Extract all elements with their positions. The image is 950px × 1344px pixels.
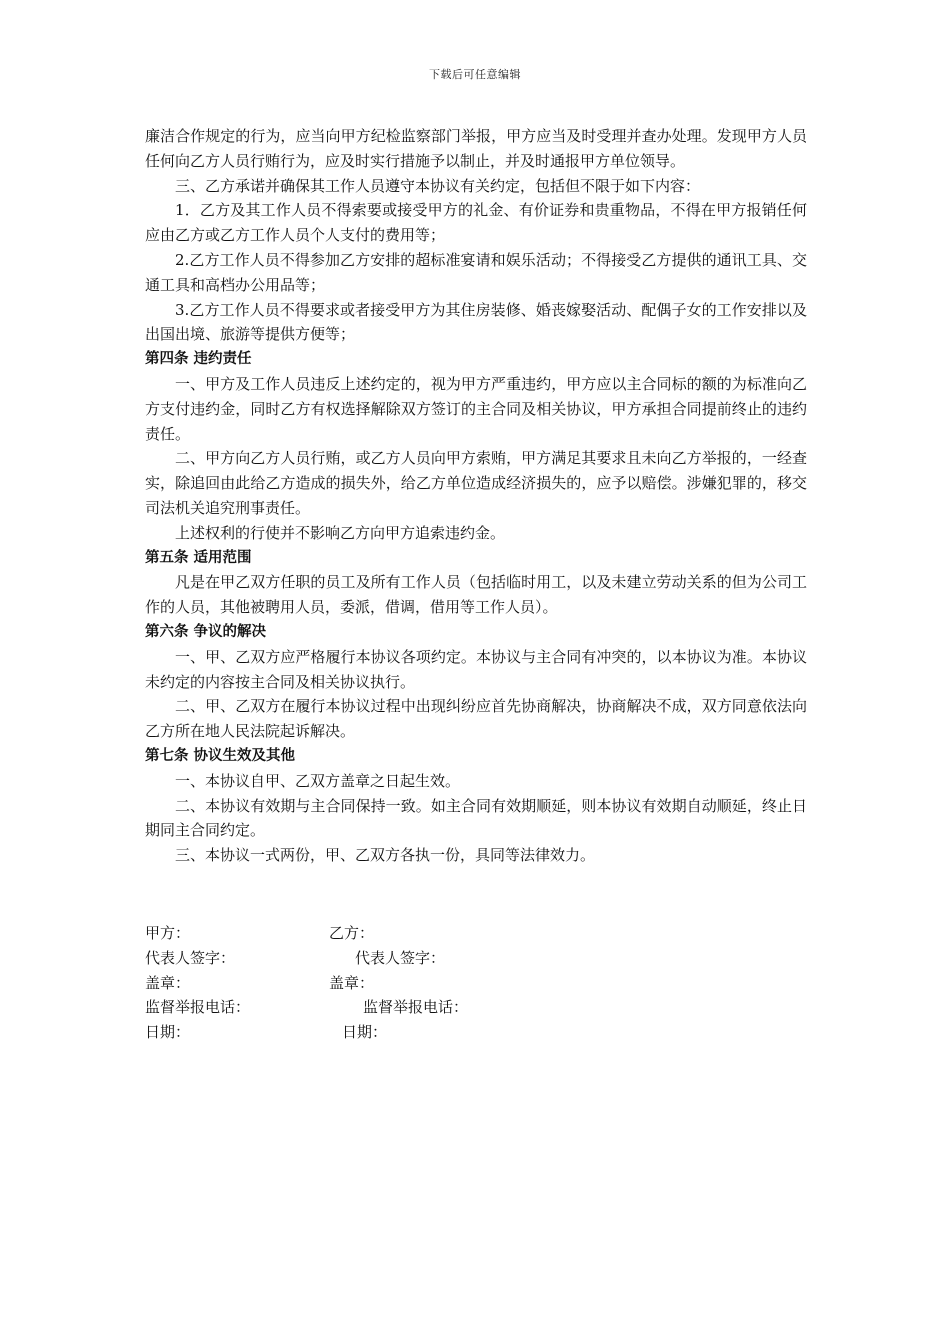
signature-row-date <box>145 1020 807 1045</box>
signature-row-party <box>145 921 807 946</box>
paragraph: 上述权利的行使并不影响乙方向甲方追索违约金。 <box>175 523 506 542</box>
paragraph: 二、甲方向乙方人员行贿，或乙方人员向甲方索贿，甲方满足其要求且未向乙方举报的，一经查实，除追回由此给乙方造成的损失外，给乙方单位造成经济损失的，应予以赔偿。涉嫌犯罪的，移交司法机关追究刑事责任。 <box>145 449 807 517</box>
party-a-date-label: 日期： <box>145 1023 191 1042</box>
paragraph: 廉洁合作规定的行为，应当向甲方纪检监察部门举报，甲方应当及时受理并查办处理。发现甲方人员任何向乙方人员行贿行为，应及时实行措施予以制止，并及时通报甲方单位领导。 <box>145 127 807 170</box>
section-heading: 第四条 违约责任 <box>145 351 252 368</box>
page-header <box>0 66 950 82</box>
signature-row-representative <box>145 946 807 971</box>
party-b-hotline-label: 监督举报电话： <box>363 998 469 1017</box>
party-b-label: 乙方： <box>329 924 375 942</box>
section-heading: 第五条 适用范围 <box>145 549 252 566</box>
paragraph: 二、甲、乙双方在履行本协议过程中出现纠纷应首先协商解决，协商解决不成，双方同意依法向乙方所在地人民法院起诉解决。 <box>145 697 807 741</box>
section-heading: 第七条 协议生效及其他 <box>145 747 296 764</box>
paragraph: 3.乙方工作人员不得要求或者接受甲方为其住房装修、婚丧嫁娶活动、配偶子女的工作安排以及出国出境、旅游等提供方便等； <box>145 300 807 344</box>
party-a-seal-label: 盖章： <box>145 973 191 992</box>
paragraph: 1．乙方及其工作人员不得索要或接受甲方的礼金、有价证券和贵重物品，不得在甲方报销任何应由乙方或乙方工作人员个人支付的费用等； <box>145 201 807 245</box>
party-b-date-label: 日期： <box>342 1023 388 1042</box>
party-b-seal-label: 盖章： <box>329 973 375 992</box>
paragraph: 一、甲方及工作人员违反上述约定的，视为甲方严重违约，甲方应以主合同标的额的为标准向乙方支付违约金，同时乙方有权选择解除双方签订的主合同及相关协议，甲方承担合同提前终止的违约责任。 <box>145 374 807 443</box>
paragraph: 二、本协议有效期与主合同保持一致。如主合同有效期顺延，则本协议有效期自动顺延，终止日期同主合同约定。 <box>145 796 807 840</box>
paragraph: 三、乙方承诺并确保其工作人员遵守本协议有关约定，包括但不限于如下内容： <box>175 176 701 195</box>
paragraph: 一、甲、乙双方应严格履行本协议各项约定。本协议与主合同有冲突的，以本协议为准。本协议未约定的内容按主合同及相关协议执行。 <box>145 647 807 691</box>
section-heading: 第六条 争议的解决 <box>145 623 267 640</box>
document-body <box>145 124 807 868</box>
signature-row-hotline <box>145 995 807 1020</box>
page-header-text: 下载后可任意编辑 <box>429 68 521 81</box>
party-a-label: 甲方： <box>145 924 191 942</box>
party-a-hotline-label: 监督举报电话： <box>145 998 251 1017</box>
signature-block <box>145 921 807 1045</box>
paragraph: 凡是在甲乙双方任职的员工及所有工作人员（包括临时用工，以及未建立劳动关系的但为公司工作的人员，其他被聘用人员，委派，借调，借用等工作人员）。 <box>145 573 807 617</box>
paragraph: 2.乙方工作人员不得参加乙方安排的超标准宴请和娱乐活动；不得接受乙方提供的通讯工具、交通工具和高档办公用品等； <box>145 250 807 294</box>
party-a-representative-label: 代表人签字： <box>145 948 236 967</box>
paragraph: 三、本协议一式两份，甲、乙双方各执一份，具同等法律效力。 <box>175 846 596 865</box>
paragraph: 一、本协议自甲、乙双方盖章之日起生效。 <box>175 771 461 790</box>
signature-row-seal <box>145 971 807 996</box>
party-b-representative-label: 代表人签字： <box>355 948 446 967</box>
